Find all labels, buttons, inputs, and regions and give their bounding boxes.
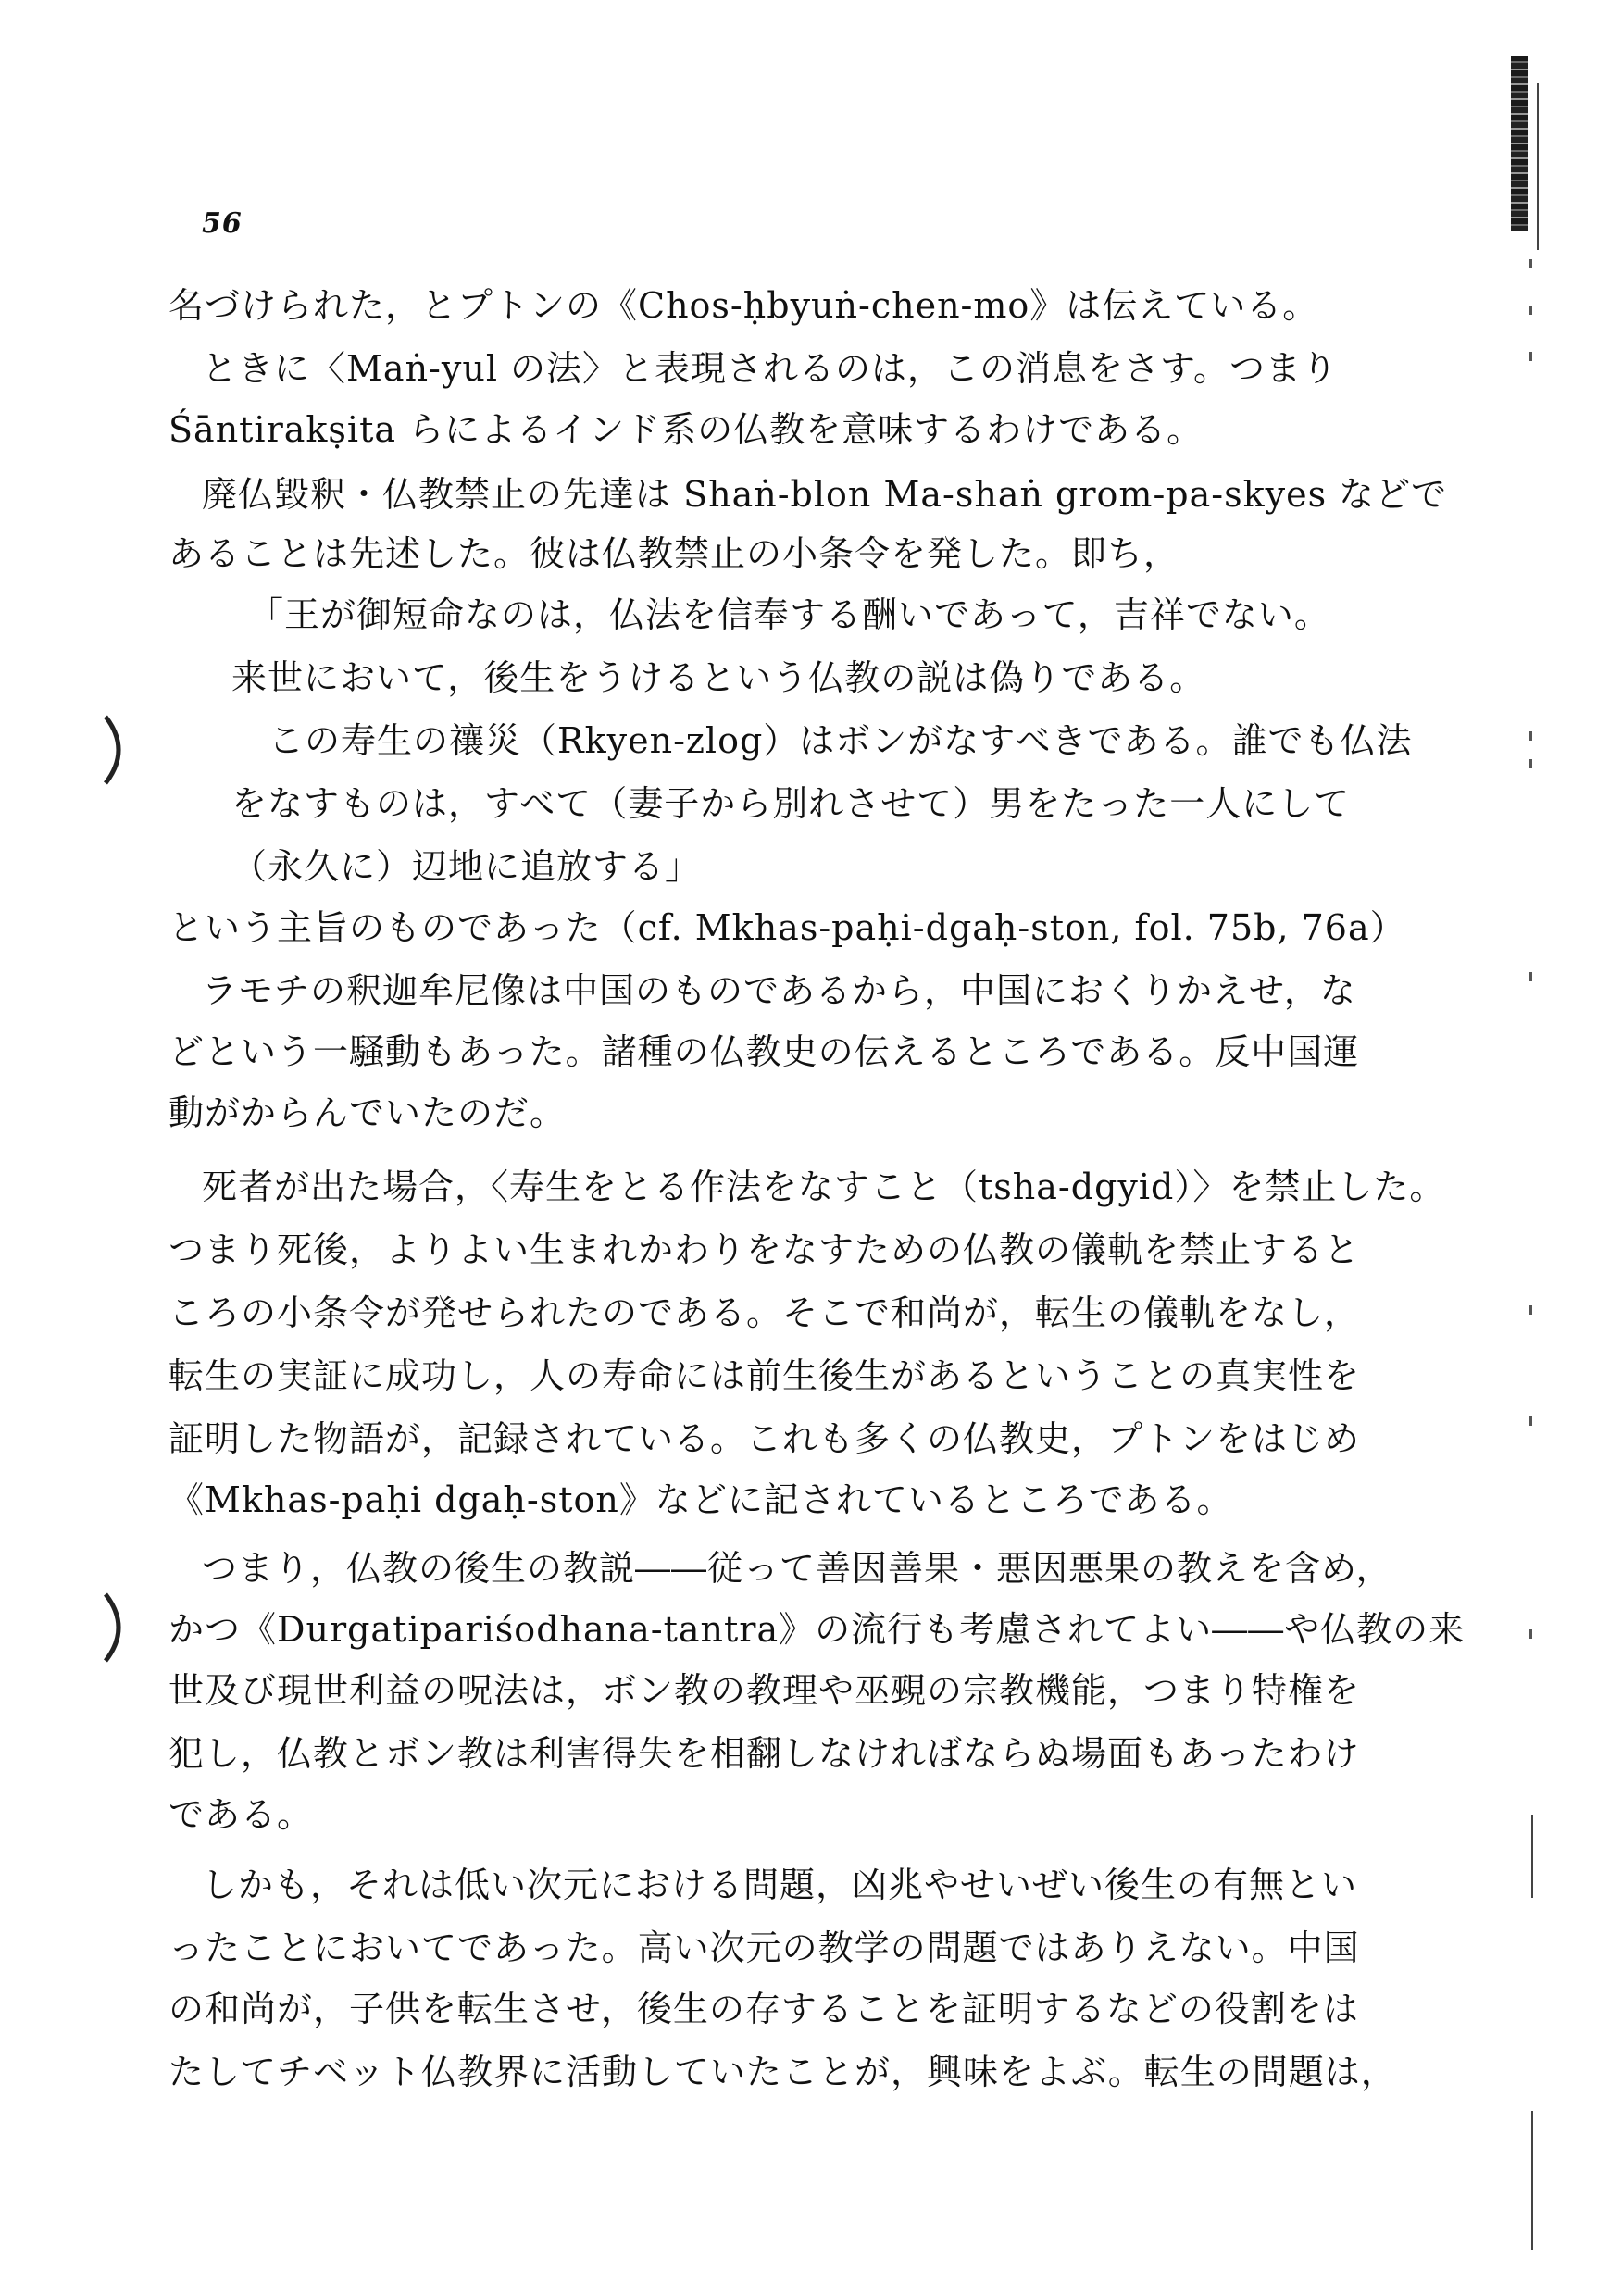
binding-mark: [100, 1591, 133, 1665]
text-line-27: ったことにおいてであった。高い次元の教学の問題ではありえない。中国: [168, 1928, 1360, 1968]
scan-dot: [1529, 1305, 1532, 1315]
quote-line-4: をなすものは，すべて（妻子から別れさせて）男をたった一人にして: [231, 783, 1351, 824]
binding-mark: [100, 713, 133, 787]
scan-edge-mark: [1511, 56, 1528, 231]
scan-dot: [1529, 731, 1532, 741]
scan-dot: [1529, 972, 1532, 981]
text-line-28: の和尚が，子供を転生させ，後生の存することを証明するなどの役割をは: [168, 1989, 1359, 2029]
quote-line-5: （永久に）辺地に追放する」: [231, 846, 702, 887]
text-line-14: 動がからんでいたのだ。: [168, 1092, 567, 1133]
text-line-18: 転生の実証に成功し，人の寿命には前生後生があるということの真実性を: [168, 1355, 1361, 1396]
scan-dot: [1529, 352, 1532, 361]
text-line-1: 名づけられた，とプトンの《Chos-ḥbyuṅ-chen-mo》は伝えている。: [168, 285, 1319, 326]
text-line-29: たしてチベット仏教界に活動していたことが，興味をよぶ。転生の問題は，: [168, 2052, 1397, 2092]
text-line-11: という主旨のものであった（cf. Mkhas-paḥi-dgaḥ-ston, fol. 75b, 76a）: [168, 907, 1406, 948]
scan-dot: [1529, 759, 1532, 768]
text-line-23: 世及び現世利益の呪法は，ボン教の教理や巫覡の宗教機能，つまり特権を: [168, 1670, 1361, 1711]
page-number: 56: [202, 207, 243, 240]
scan-edge-rule: [1531, 1815, 1533, 1898]
text-line-22: かつ《Durgatipariśodhana-tantra》の流行も考慮されてよい――や仏教の来: [168, 1609, 1466, 1650]
text-line-26: しかも，それは低い次元における問題，凶兆やせいぜい後生の有無とい: [202, 1865, 1358, 1905]
scan-edge-rule: [1531, 2111, 1533, 2250]
scan-edge-rule: [1537, 83, 1539, 250]
text-line-17: ころの小条令が発せられたのである。そこで和尚が，転生の儀軌をなし，: [168, 1292, 1361, 1333]
scan-dot: [1529, 1629, 1532, 1639]
text-line-19: 証明した物語が，記録されている。これも多くの仏教史，プトンをはじめ: [168, 1418, 1361, 1459]
text-line-12: ラモチの釈迦牟尼像は中国のものであるから，中国におくりかえせ，な: [202, 970, 1356, 1011]
text-line-4: 廃仏毀釈・仏教禁止の先達は Shaṅ-blon Ma-shaṅ grom-pa-skyes などで: [202, 474, 1448, 515]
text-line-13: どという一騒動もあった。諸種の仏教史の伝えるところである。反中国運: [168, 1031, 1360, 1072]
quote-line-2: 来世において，後生をうけるという仏教の説は偽りである。: [231, 657, 1206, 698]
scan-dot: [1529, 1416, 1532, 1426]
text-line-20: 《Mkhas-paḥi dgaḥ-ston》などに記されているところである。: [168, 1479, 1233, 1520]
text-line-2: ときに〈Maṅ-yul の法〉と表現されるのは，この消息をさす。つまり: [202, 348, 1339, 389]
quote-line-1: 「王が御短命なのは，仏法を信奉する酬いであって，吉祥でない。: [248, 594, 1330, 635]
text-line-21: つまり，仏教の後生の教説――従って善因善果・悪因悪果の教えを含め，: [202, 1548, 1392, 1589]
scan-dot: [1529, 306, 1532, 315]
scan-dot: [1529, 259, 1532, 268]
text-line-15: 死者が出た場合，〈寿生をとる作法をなすこと（tsha-dgyid）〉を禁止した。: [202, 1167, 1446, 1207]
text-line-16: つまり死後，よりよい生まれかわりをなすための仏教の儀軌を禁止すると: [168, 1229, 1361, 1270]
text-line-24: 犯し，仏教とボン教は利害得失を相翻しなければならぬ場面もあったわけ: [168, 1733, 1360, 1774]
text-line-3: Śāntirakṣita らによるインド系の仏教を意味するわけである。: [168, 409, 1204, 450]
text-line-25: である。: [168, 1794, 314, 1835]
text-line-5: あることは先述した。彼は仏教禁止の小条令を発した。即ち，: [168, 533, 1180, 574]
quote-line-3: この寿生の禳災（Rkyen-zlog）はボンがなすべきである。誰でも仏法: [268, 720, 1413, 761]
